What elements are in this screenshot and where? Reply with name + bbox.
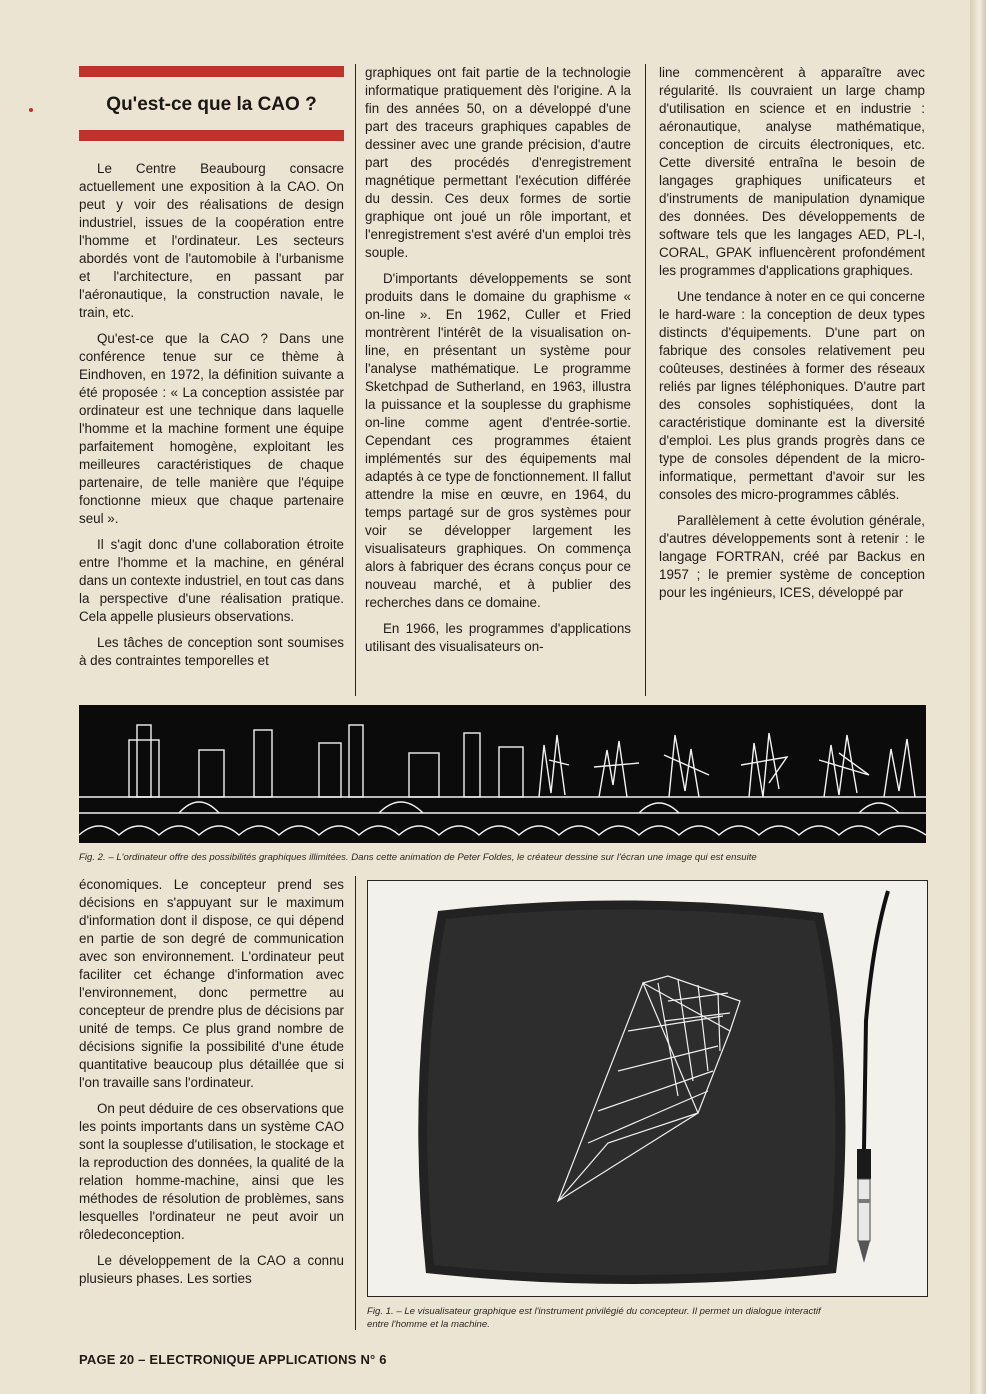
paragraph: line commencèrent à apparaître avec régularité. Ils couvraient un large champ d'utilisation en science et en industrie : aéronautique, analyse mathématique, conception de circuits électroniques, etc. Cette diversité entraîna le besoin de langages graphiques unificateurs et d'instruments de manipulation dynamique des données. Des développements de software tels que les langages AED, PL-I, CORAL, GPAK influencèrent profondément les programmes d'applications graphiques. (659, 65, 925, 278)
paragraph: Qu'est-ce que la CAO ? Dans une conférence tenue sur ce thème à Eindhoven, en 1972, la définition suivante a été proposée : « La conception assistée par ordinateur est une technique dans laquelle l'homme et la machine forment une équipe parfaitement homogène, exploitant les meilleures caractéristiques de chaque partenaire, de telle manière que l'équipe fonctionne mieux que chaque partenaire seul ». (79, 331, 344, 526)
paragraph: D'importants développements se sont produits dans le domaine du graphisme « on-line ». En 1962, Culler et Fried montrèrent l'intérêt de la visualisation on-line, en présentant un système pour l'analyse mathématique. Le programme Sketchpad de Sutherland, en 1963, illustra la puissance et la souplesse du graphisme on-line comme agent d'entrée-sortie. Cependant ces programmes étaient implémentés sur des équipements mal adaptés à ce type de fonctionnement. Il fallut attendre la mise en œuvre, en 1964, du temps partagé sur de gros systèmes pour voir se développer largement les visualisateurs graphiques. On commença alors à fabriquer des écrans conçus pour ce nouveau marché, et à publier des recherches dans ce domaine. (365, 271, 631, 610)
paragraph: Parallèlement à cette évolution générale, d'autres développements sont à retenir : le langage FORTRAN, créé par Backus en 1957 ; le premier système de conception pour les ingénieurs, ICES, développé par (659, 513, 925, 600)
title-box (79, 82, 344, 128)
article-title: Qu'est-ce que la CAO ? (106, 94, 317, 115)
graphics-display-illustration (368, 881, 927, 1296)
title-top-bar (79, 66, 344, 77)
paragraph: graphiques ont fait partie de la technologie informatique pratiquement dès l'origine. A la fin des années 50, on a développé d'une part des traceurs graphiques capables de dessiner avec une grande précision, d'autre part des procédés d'enregistrement magnétique permettant l'exécution différée du dessin. Ces deux formes de sortie graphique ont joué un rôle important, et l'enregistrement s'est avéré d'un emploi très souple. (365, 65, 631, 260)
column-rule-3 (355, 876, 356, 1330)
city-sketch-illustration (79, 705, 926, 843)
margin-mark (29, 108, 33, 112)
paragraph: Une tendance à noter en ce qui concerne le hard-ware : la conception de deux types distincts d'équipements. D'une part on fabrique des consoles relativement peu coûteuses, destinées à former des réseaux reliés par lignes téléphoniques. D'autre part des consoles sophistiquées, dont la caractéristique dominante est la diversité d'emploi. Les plus grands progrès dans ce type de consoles dépendent de la micro-informatique, permettant d'avoir sur les consoles des micro-programmes câblés. (659, 289, 925, 502)
title-bottom-bar (79, 130, 344, 141)
figure-1-caption-line-1: Fig. 1. – Le visualisateur graphique est l'instrument privilégié du concepteur. Il permet un dialogue interactif (367, 1306, 821, 1317)
column-rule-1 (355, 64, 356, 696)
paragraph: Il s'agit donc d'une collaboration étroite entre l'homme et la machine, en général dans un contexte industriel, en tout cas dans la perspective d'une réalisation pratique. Cela appelle plusieurs observations. (79, 537, 345, 624)
paragraph: Le développement de la CAO a connu plusieurs phases. Les sorties (79, 1253, 344, 1286)
figure-1-caption-line-2: entre l'homme et la machine. (367, 1319, 490, 1330)
page-edge-shadow (970, 0, 986, 1394)
column-4 (79, 876, 344, 1296)
figure-2-animation-strip (79, 705, 926, 843)
figure-2-caption: Fig. 2. – L'ordinateur offre des possibilités graphiques illimitées. Dans cette animation de Peter Foldes, le créateur dessine sur l'écran une image qui est ensuite (79, 852, 757, 863)
paragraph: On peut déduire de ces observations que les points importants dans un système CAO sont la souplesse d'utilisation, le stockage et la reproduction des données, la qualité de la relation homme-machine, ainsi que les méthodes de résolution de problèmes, sans lesquelles l'ordinateur ne peut avoir un rôledeconception. (79, 1101, 344, 1242)
paragraph: Le Centre Beaubourg consacre actuellement une exposition à la CAO. On peut y voir des réalisations de design industriel, issues de la coopération entre l'homme et l'ordinateur. Les secteurs abordés vont de l'automobile à l'urbanisme et l'architecture, en passant par l'aéronautique, la construction navale, le train, etc. (79, 161, 344, 320)
column-1 (79, 160, 344, 678)
paragraph: économiques. Le concepteur prend ses décisions en s'appuyant sur le maximum d'information dont il dispose, ce qui dépend en partie de son degré de communication avec son environnement. L'ordinateur peut faciliter cet échange d'information avec l'environnement, donc permettre au concepteur de prendre plus de décisions par unité de temps. Ce plus grand nombre de décisions signifie la possibilité d'une étude quantitative beaucoup plus détaillée que si l'on travaille sans l'ordinateur. (79, 877, 344, 1090)
column-2 (365, 64, 631, 664)
page-footer: PAGE 20 – ELECTRONIQUE APPLICATIONS N° 6 (79, 1352, 387, 1367)
figure-1-caption (367, 1305, 927, 1331)
figure-1-photo (367, 880, 928, 1297)
column-rule-2 (645, 64, 646, 696)
paragraph: En 1966, les programmes d'applications utilisant des visualisateurs on- (365, 621, 631, 654)
column-3 (659, 64, 925, 610)
paragraph: Les tâches de conception sont soumises à des contraintes temporelles et (79, 635, 344, 668)
